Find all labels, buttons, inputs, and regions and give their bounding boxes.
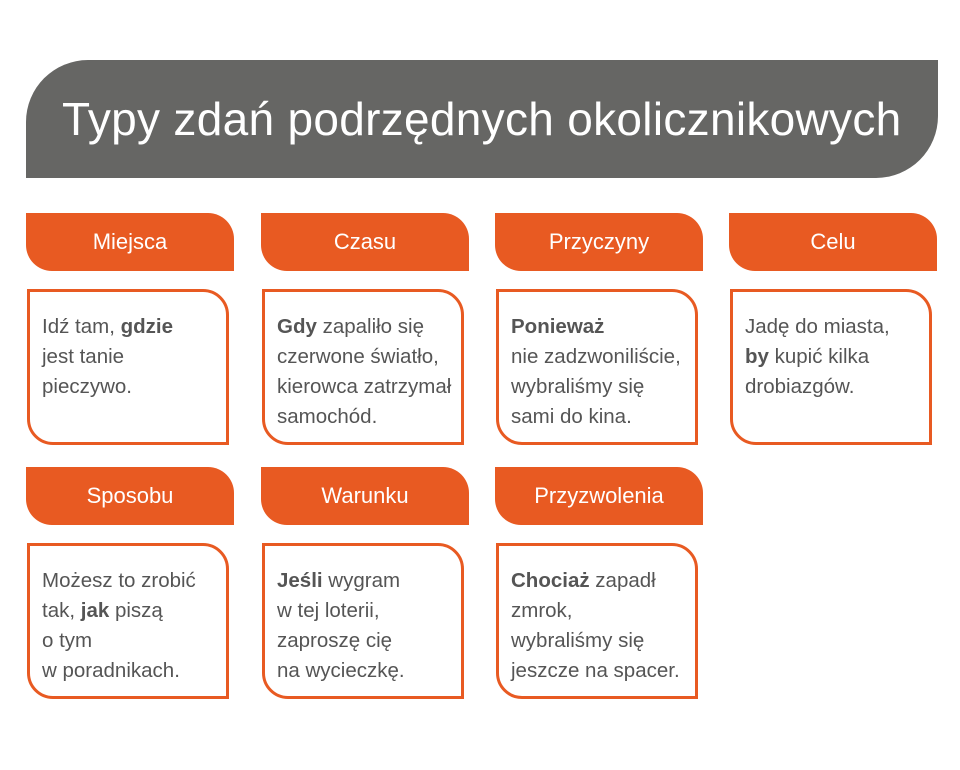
category-header: Sposobu (26, 467, 234, 525)
example-line (277, 372, 455, 402)
title-banner (26, 60, 938, 178)
example-box (27, 289, 229, 445)
example-line (277, 596, 455, 626)
example-text: Idź tam, (42, 315, 121, 338)
example-line (511, 342, 689, 372)
conjunction-word: Jeśli (277, 569, 323, 592)
conjunction-word: by (745, 345, 769, 368)
example-line (745, 342, 923, 372)
example-line (745, 372, 923, 402)
conjunction-word: gdzie (120, 315, 174, 338)
page-title: Typy zdań podrzędnych okolicznikowych (62, 93, 902, 145)
example-line (42, 342, 220, 372)
example-line (511, 312, 689, 342)
example-line (511, 402, 689, 432)
example-text: drobiazgów. (745, 375, 855, 398)
category-header: Przyzwolenia (495, 467, 703, 525)
category-header: Przyczyny (495, 213, 703, 271)
example-box (262, 289, 464, 445)
example-text: w poradnikach. (42, 659, 180, 682)
example-line (277, 402, 455, 432)
example-text: sami do kina. (511, 405, 632, 428)
example-text: czerwone światło, (277, 345, 439, 368)
example-text: wybraliśmy się (511, 629, 645, 652)
example-line (511, 656, 689, 686)
example-box (27, 543, 229, 699)
example-text: nie zadzwoniliście, (511, 345, 681, 368)
example-text: wybraliśmy się (511, 375, 645, 398)
example-box (730, 289, 932, 445)
example-text: kupić kilka (768, 345, 870, 368)
example-text: samochód. (277, 405, 378, 428)
example-line (745, 312, 923, 342)
conjunction-word: Chociaż (511, 569, 590, 592)
example-text: zaproszę cię (277, 629, 393, 652)
conjunction-word: jak (80, 599, 110, 622)
example-line (42, 372, 220, 402)
example-text: jest tanie (42, 345, 125, 368)
example-text: pieczywo. (42, 375, 133, 398)
conjunction-word: Gdy (277, 315, 317, 338)
example-text: na wycieczkę. (277, 659, 405, 682)
example-line (277, 656, 455, 686)
example-text: piszą (109, 599, 163, 622)
example-line (511, 566, 689, 596)
example-text: kierowca zatrzymał (277, 375, 452, 398)
example-line (511, 626, 689, 656)
example-text: Możesz to zrobić (42, 569, 196, 592)
example-line (277, 626, 455, 656)
example-text: o tym (42, 629, 93, 652)
example-line (42, 596, 220, 626)
example-box (496, 289, 698, 445)
example-line (42, 656, 220, 686)
category-header: Miejsca (26, 213, 234, 271)
example-text: zmrok, (511, 599, 573, 622)
example-text: jeszcze na spacer. (511, 659, 680, 682)
example-line (42, 626, 220, 656)
example-line (511, 372, 689, 402)
example-text: Jadę do miasta, (745, 315, 890, 338)
example-box (496, 543, 698, 699)
example-box (262, 543, 464, 699)
example-line (277, 566, 455, 596)
example-line (42, 566, 220, 596)
example-line (277, 312, 455, 342)
example-text: w tej loterii, (277, 599, 380, 622)
example-text: wygram (322, 569, 401, 592)
example-text: zapadł (589, 569, 656, 592)
example-line (42, 312, 220, 342)
category-header: Celu (729, 213, 937, 271)
category-header: Warunku (261, 467, 469, 525)
example-line (277, 342, 455, 372)
category-header: Czasu (261, 213, 469, 271)
example-line (511, 596, 689, 626)
example-text: tak, (42, 599, 81, 622)
example-text: zapaliło się (316, 315, 424, 338)
conjunction-word: Ponieważ (511, 315, 605, 338)
